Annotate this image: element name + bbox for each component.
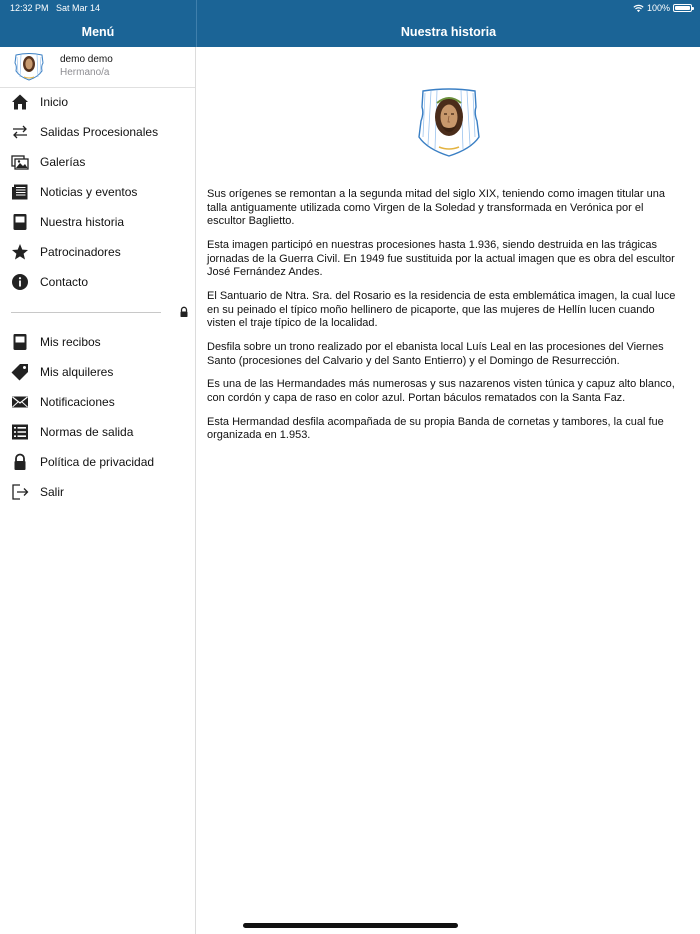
- menu-label: Contacto: [40, 275, 89, 289]
- history-content: [197, 47, 700, 934]
- history-paragraph: Esta imagen participó en nuestras procesiones hasta 1.936, siendo destruida en las trágicas jornadas de la Guerra Civil. En 1949 fue sustituida por la actual imagen que es obra del escultor José Fernández Andes.: [207, 238, 675, 279]
- status-date: Sat Mar 14: [56, 3, 101, 13]
- history-paragraph: Esta Hermandad desfila acompañada de su propia Banda de cornetas y tambores, la cual fue organizada en 1.953.: [207, 415, 664, 442]
- menu-label: Normas de salida: [40, 425, 134, 439]
- info-icon: [11, 273, 29, 291]
- navigation-bar: [0, 0, 700, 47]
- menu-label: Mis recibos: [40, 335, 101, 349]
- battery-percent: 100%: [646, 3, 670, 13]
- logout-icon: [11, 483, 29, 501]
- menu-label: Inicio: [40, 95, 69, 109]
- history-paragraph: Es una de las Hermandades más numerosas y sus nazarenos visten túnica y capuz alto blanco, con cordón y capa de raso en color azul. Portan báculos rematados con la Santa Faz.: [207, 378, 675, 404]
- history-paragraph: Desfila sobre un trono realizado por el ebanista local Luís Leal en las procesiones del Viernes Santo (procesiones del Calvario y del Santo Entierro) y el Domingo de Resurrección.: [207, 340, 664, 367]
- battery-icon: [673, 4, 692, 12]
- header-divider: [196, 0, 197, 47]
- menu-label: Mis alquileres: [40, 365, 114, 379]
- status-right: [633, 3, 692, 13]
- brotherhood-logo: [411, 85, 487, 159]
- menu-label: Salir: [40, 485, 65, 499]
- home-indicator[interactable]: [243, 923, 458, 928]
- arrows-swap-icon: [11, 123, 29, 141]
- menu-item-patrocinadores[interactable]: [0, 237, 195, 267]
- status-time: 12:32 PM: [10, 3, 49, 13]
- menu-item-noticias-y-eventos[interactable]: [0, 177, 195, 207]
- menu-item-inicio[interactable]: [0, 87, 195, 117]
- user-role: Hermano/a: [60, 67, 110, 78]
- tag-icon: [11, 363, 29, 381]
- gallery-icon: [11, 153, 29, 171]
- history-text: [207, 188, 682, 453]
- history-paragraph: Sus orígenes se remontan a la segunda mitad del siglo XIX, teniendo como imagen titular una talla antiguamente utilizada como Virgen de la Soledad y transformada en Verónica por el escultor Baglietto.: [207, 188, 665, 228]
- menu-item-politica-de-privacidad[interactable]: [0, 447, 195, 477]
- menu-item-galerias[interactable]: [0, 147, 195, 177]
- newspaper-icon: [11, 183, 29, 201]
- avatar: [12, 51, 46, 83]
- menu-title: Menú: [81, 25, 115, 39]
- menu-item-mis-recibos[interactable]: [0, 327, 195, 357]
- menu-label: Noticias y eventos: [40, 185, 138, 199]
- menu-divider: [11, 312, 161, 313]
- menu-item-nuestra-historia[interactable]: [0, 207, 195, 237]
- menu-label: Notificaciones: [40, 395, 115, 409]
- menu-item-mis-alquileres[interactable]: [0, 357, 195, 387]
- sidebar-menu: [0, 47, 196, 934]
- list-icon: [11, 423, 29, 441]
- wifi-icon: [633, 4, 644, 13]
- menu-label: Patrocinadores: [40, 245, 121, 259]
- menu-item-contacto[interactable]: [0, 267, 195, 297]
- receipt-icon: [11, 333, 29, 351]
- user-name: demo demo: [60, 54, 113, 65]
- home-icon: [11, 93, 29, 111]
- book-icon: [11, 213, 29, 231]
- envelope-icon: [11, 393, 29, 411]
- status-time-date: [10, 3, 100, 13]
- star-icon: [11, 243, 29, 261]
- history-paragraph: El Santuario de Ntra. Sra. del Rosario es la residencia de esta emblemática imagen, la cual luce en su peinado el típico moño hellinero de picaporte, que las mujeres de Hellín lucen cuando visten el traje típico de la localidad.: [207, 289, 676, 330]
- menu-item-normas-de-salida[interactable]: [0, 417, 195, 447]
- menu-item-notificaciones[interactable]: [0, 387, 195, 417]
- menu-label: Nuestra historia: [40, 215, 125, 229]
- lock-icon: [11, 453, 29, 471]
- menu-label: Galerías: [40, 155, 86, 169]
- user-profile[interactable]: [0, 47, 195, 88]
- menu-item-salir[interactable]: [0, 477, 195, 507]
- menu-item-salidas-procesionales[interactable]: [0, 117, 195, 147]
- menu-label: Política de privacidad: [40, 455, 155, 469]
- menu-label: Salidas Procesionales: [40, 125, 159, 139]
- page-title: Nuestra historia: [400, 25, 497, 39]
- lock-icon: [178, 306, 190, 318]
